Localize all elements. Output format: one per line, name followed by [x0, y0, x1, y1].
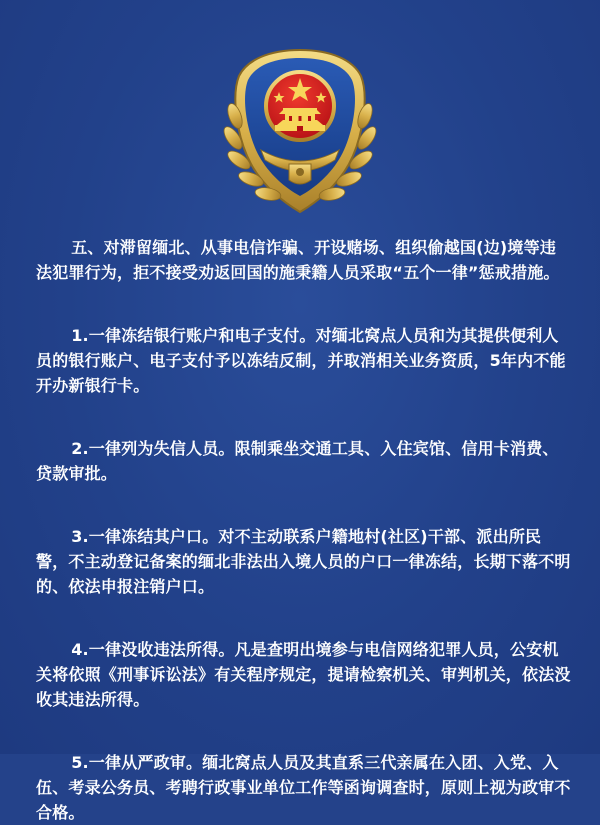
police-emblem-icon: [213, 46, 387, 216]
intro-paragraph: 五、对滞留缅北、从事电信诈骗、开设赌场、组织偷越国(边)境等违法犯罪行为，拒不接受劝返回国的施秉籍人员采取“五个一律”惩戒措施。: [36, 238, 560, 282]
measure-item-4: 4.一律没收违法所得。凡是查明出境参与电信网络犯罪人员，公安机关将依照《刑事诉讼法》有关程序规定，提请检察机关、审判机关，依法没收其违法所得。: [36, 640, 571, 709]
measure-item-2: 2.一律列为失信人员。限制乘坐交通工具、入住宾馆、信用卡消费、贷款审批。: [36, 439, 559, 483]
measure-item-3: 3.一律冻结其户口。对不主动联系户籍地村(社区)干部、派出所民警，不主动登记备案的缅北非法出入境人员的户口一律冻结，长期下落不明的、依法申报注销户口。: [36, 527, 571, 596]
measure-item-1: 1.一律冻结银行账户和电子支付。对缅北窝点人员和为其提供便利人员的银行账户、电子支付予以冻结反制，并取消相关业务资质，5年内不能开办新银行卡。: [36, 326, 566, 395]
document-body: [36, 235, 572, 825]
measure-item-5: 5.一律从严政审。缅北窝点人员及其直系三代亲属在入团、入党、入伍、考录公务员、考聘行政事业单位工作等函询调查时，原则上视为政审不合格。: [36, 753, 571, 822]
